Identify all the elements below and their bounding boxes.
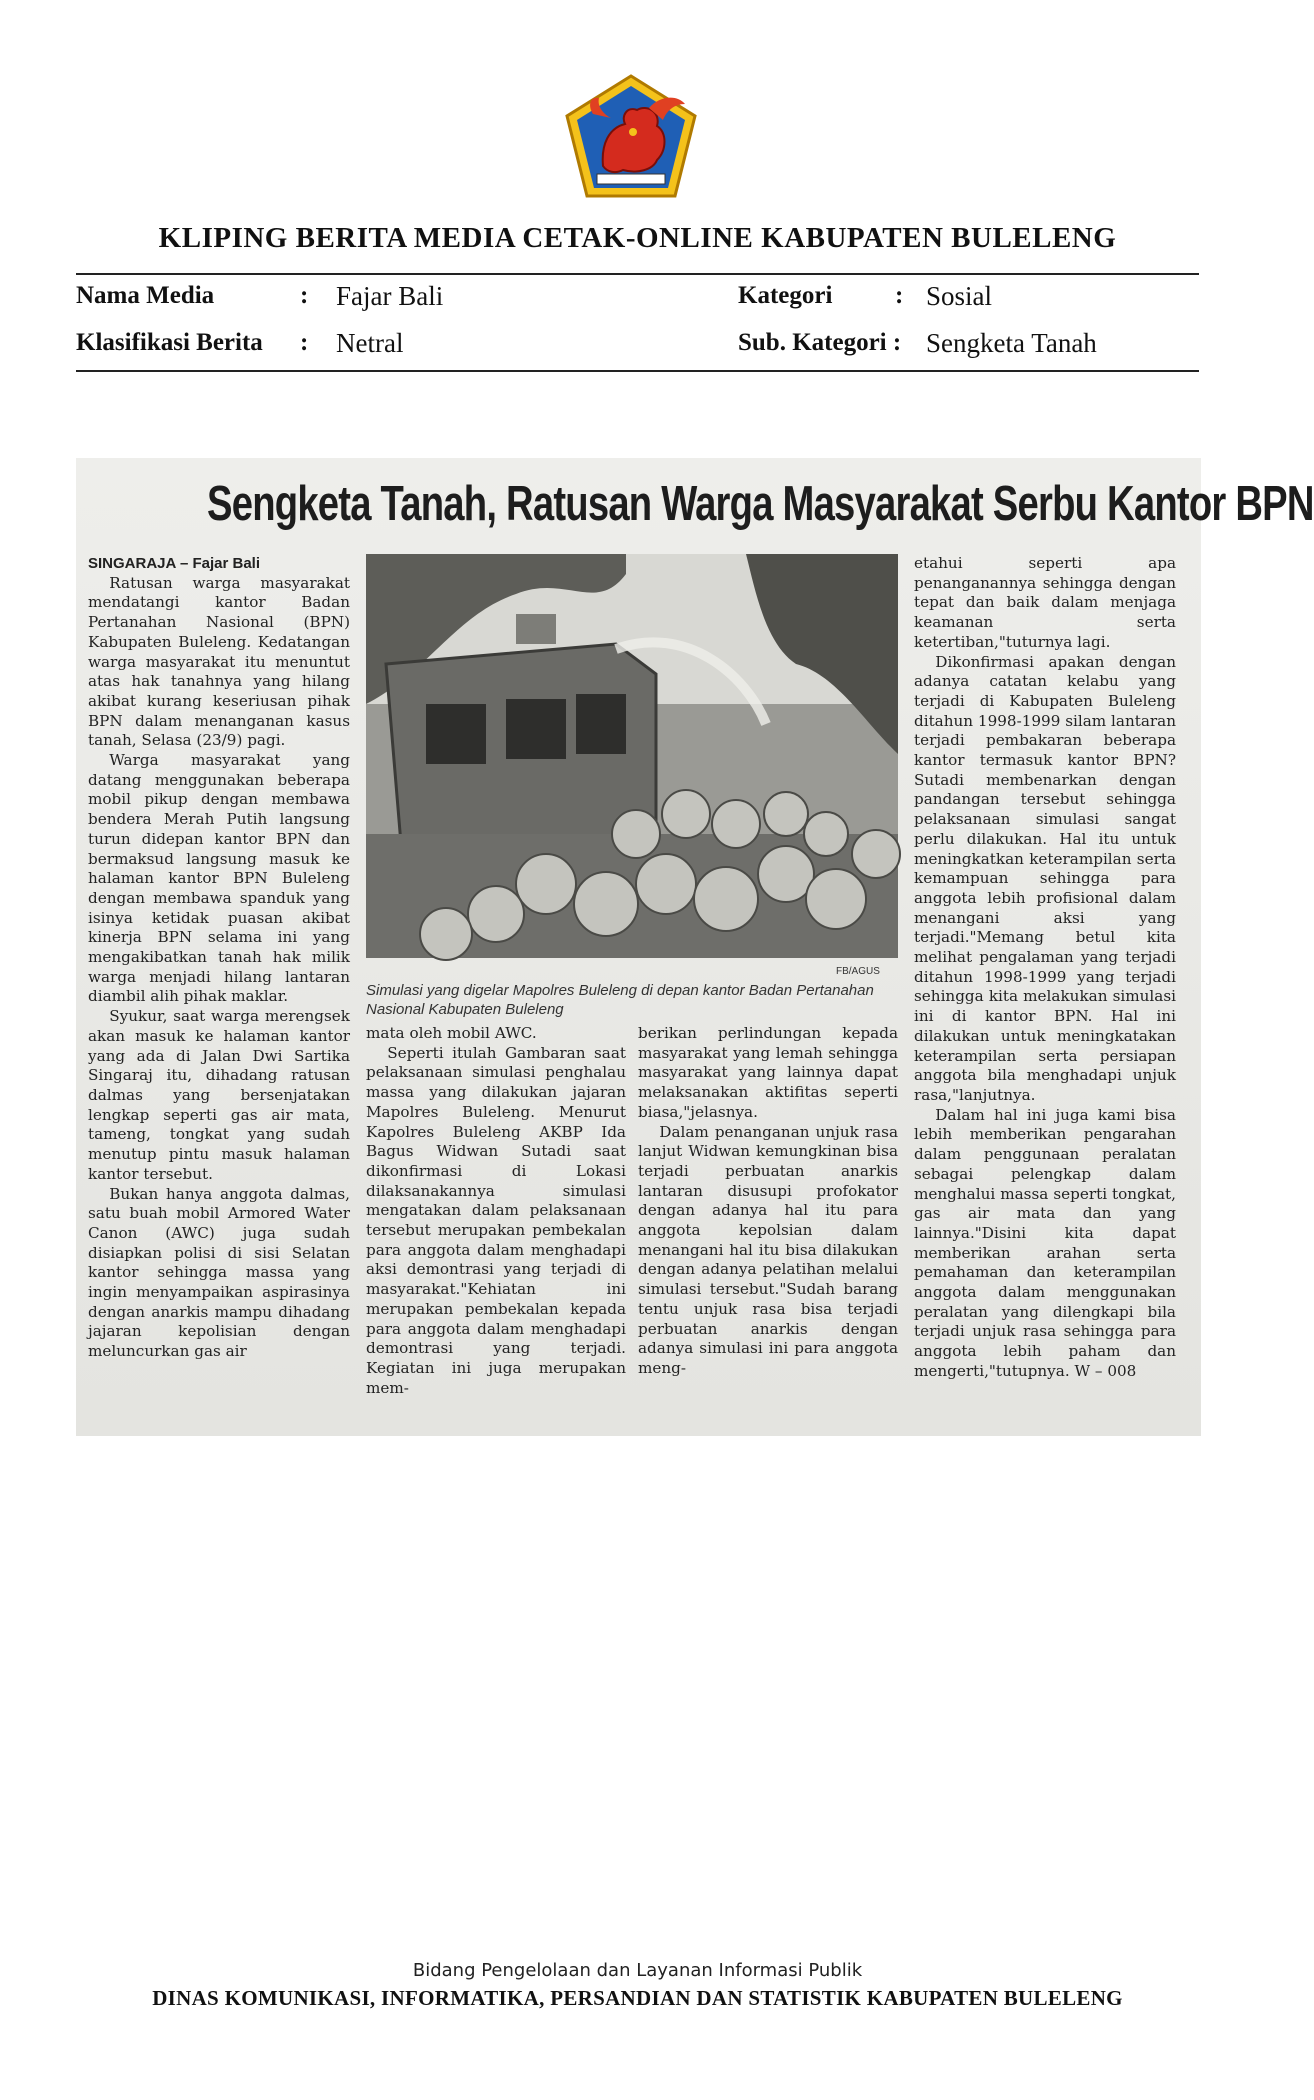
- article-photo: [366, 554, 898, 958]
- paragraph: Dalam hal ini juga kami bisa lebih memberikan pengarahan dalam penggunaan peralatan sebagai pelengkap dalam menghalui massa seperti tongkat, gas air mata dan yang lainnya."Disini kita dapat memberikan arahan serta pemahaman dan keterampilan anggota dalam menggunakan peralatan yang dilengkapi bila terjadi unjuk rasa sehingga para anggota lebih paham dan mengerti,"tutupnya. W – 008: [914, 1105, 1176, 1380]
- photo-caption: Simulasi yang digelar Mapolres Buleleng di depan kantor Badan Pertanahan Nasional Kabupaten Buleleng: [366, 982, 874, 1018]
- article-column-1: [88, 554, 350, 1424]
- separator: :: [300, 282, 309, 309]
- sub-kategori-value: Sengketa Tanah: [926, 328, 1097, 358]
- nama-media-value: Fajar Bali: [336, 281, 444, 311]
- footer-unit: Bidang Pengelolaan dan Layanan Informasi Publik: [412, 1960, 863, 1981]
- paragraph: mata oleh mobil AWC.: [366, 1024, 537, 1042]
- article-headline: Sengketa Tanah, Ratusan Warga Masyarakat Serbu Kantor BPN: [207, 477, 1314, 531]
- footer-agency: DINAS KOMUNIKASI, INFORMATIKA, PERSANDIAN DAN STATISTIK KABUPATEN BULELENG: [152, 1986, 1123, 2010]
- paragraph: Warga masyarakat yang datang menggunakan beberapa mobil pikup dengan membawa bendera Merah Putih langsung turun didepan kantor BPN dan bermaksud langsung masuk ke halaman kantor BPN Buleleng dengan membawa spanduk yang isinya ketidak puasan akibat kinerja BPN selama ini yang mengakibatkan tanah hak milik warga menjadi hilang lantaran diambil alih pihak maklar.: [88, 751, 350, 1006]
- article-column-3: [638, 1024, 898, 1424]
- singa-ambara-raja-logo: [563, 74, 699, 200]
- photo-credit: FB/AGUS: [836, 966, 880, 977]
- paragraph: berikan perlindungan kepada masyarakat yang lemah sehingga masyarakat yang lainnya dapat melaksanakan aktifitas seperti biasa,"jelasnya.: [638, 1024, 898, 1121]
- paragraph: Ratusan warga masyarakat mendatangi kantor Badan Pertanahan Nasional (BPN) Kabupaten Buleleng. Kedatangan warga masyarakat itu menuntut atas hak tanahnya yang hilang akibat kurang keseriusan pihak BPN dalam menanganan kasus tanah, Selasa (23/9) pagi.: [88, 573, 350, 750]
- paragraph: Dikonfirmasi apakan dengan adanya catatan kelabu yang terjadi di Kabupaten Buleleng ditahun 1998-1999 silam lantaran terjadi pembakaran beberapa kantor termasuk kantor BPN? Sutadi membenarkan dengan pandangan tersebut sehingga pelaksanaan simulasi sangat perlu dilakukan. Hal itu untuk meningkatkan keterampilan serta kemampuan sehingga para anggota lebih profisional dalam menangani aksi yang terjadi."Memang betul kita melihat pengalaman yang terjadi ditahun 1998-1999 yang terjadi sehingga kita melakukan simulasi ini di kantor BPN. Hal ini dilakukan untuk meningkatakan keterampilan serta persiapan anggota bila menghadapi unjuk rasa,"lanjutnya.: [914, 652, 1176, 1104]
- kategori-label: Kategori: [738, 282, 833, 309]
- paragraph: Seperti itulah Gambaran saat pelaksanaan simulasi penghalau massa yang dilakukan jajaran Mapolres Buleleng. Menurut Kapolres Buleleng AKBP Ida Bagus Widwan Sutadi saat dikonfirmasi di Lokasi dilaksanakannya simulasi mengatakan dalam pelaksanaan tersebut merupakan pembekalan para anggota dalam menghadapi aksi demontrasi yang terjadi di masyarakat."Kehiatan ini merupakan pembekalan kepada para anggota dalam menghadapi demontrasi yang terjadi. Kegiatan ini juga merupakan mem-: [366, 1043, 626, 1397]
- header-divider-bottom: [76, 370, 1199, 372]
- document-title: KLIPING BERITA MEDIA CETAK-ONLINE KABUPATEN BULELENG: [158, 222, 1117, 254]
- newspaper-clipping: [76, 458, 1314, 1436]
- paragraph: etahui seperti apa penanganannya sehingga dengan tepat dan baik dalam menjaga keamanan serta ketertiban,"tuturnya lagi.: [914, 554, 1176, 651]
- paragraph: Syukur, saat warga merengsek akan masuk ke halaman kantor yang ada di Jalan Dwi Sartika Singaraj itu, dihadang ratusan dalmas yang bersenjatakan lengkap seperti gas air mata, tameng, tongkat yang sudah menutup pintu masuk halaman kantor tersebut.: [88, 1007, 350, 1183]
- paragraph: Dalam penanganan unjuk rasa lanjut Widwan kemungkinan bisa terjadi perbuatan anarkis lantaran disusupi profokator dengan adanya hal itu para anggota kepolsian dalam menangani hal itu bisa dilakukan dengan adanya pelatihan melalui simulasi tersebut."Sudah barang tentu unjuk rasa bisa terjadi perbuatan anarkis dengan adanya simulasi ini para anggota meng-: [638, 1122, 898, 1377]
- nama-media-label: Nama Media: [76, 282, 215, 309]
- sub-kategori-label: Sub. Kategori :: [738, 329, 902, 356]
- article-byline: SINGARAJA – Fajar Bali: [88, 555, 260, 572]
- kategori-value: Sosial: [926, 281, 993, 311]
- paragraph: Bukan hanya anggota dalmas, satu buah mobil Armored Water Canon (AWC) juga sudah disiapkan polisi di sisi Selatan kantor sehingga massa yang ingin menyampaikan aspirasinya dengan anarkis mampu dihadang jajaran kepolisian dengan meluncurkan gas air: [88, 1184, 350, 1361]
- article-column-4: [914, 554, 1176, 1424]
- klasifikasi-label: Klasifikasi Berita: [76, 329, 263, 356]
- separator: :: [895, 282, 904, 309]
- article-column-2: [366, 1024, 626, 1424]
- header-divider-top: [76, 273, 1199, 275]
- separator: :: [300, 329, 309, 356]
- klasifikasi-value: Netral: [336, 328, 404, 358]
